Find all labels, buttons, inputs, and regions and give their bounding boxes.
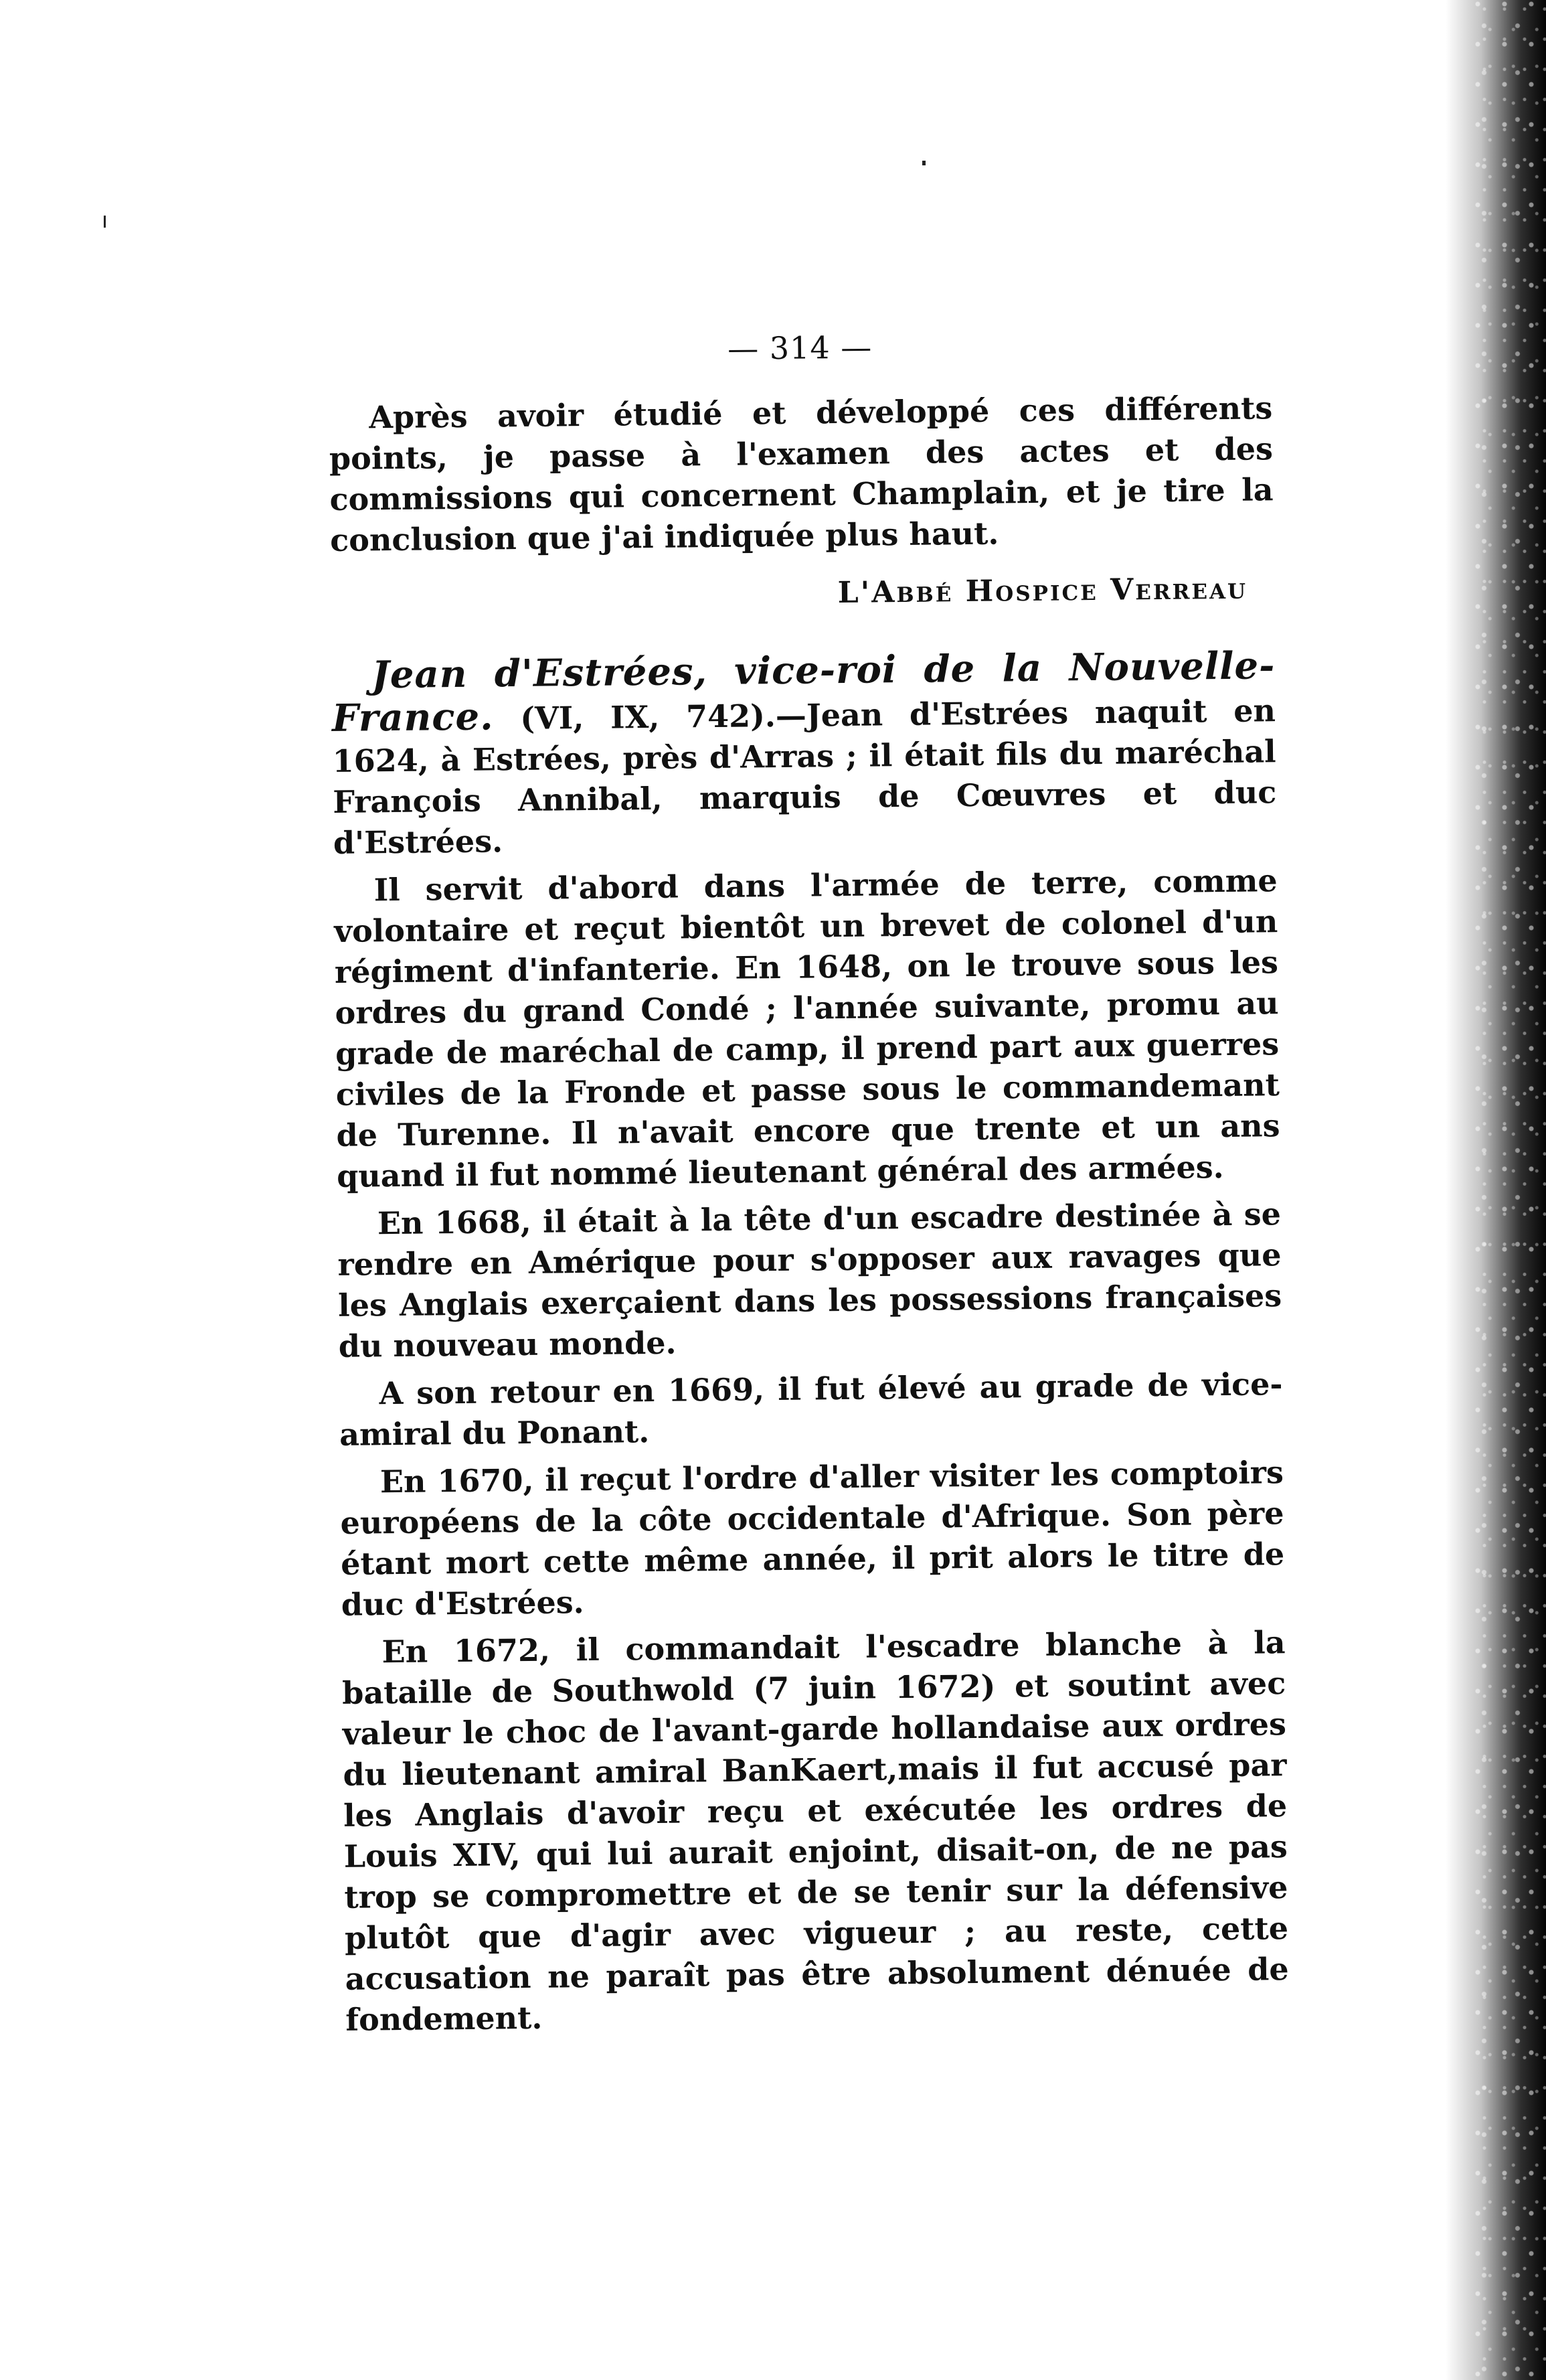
page-number: — 314 — [727,329,873,367]
entry-paragraph-1669: A son retour en 1669, il fut élevé au grade de vice-amiral du Ponant. [339,1366,1283,1453]
entry-title: Jean d'Estrées, vice-roi de la Nouvelle-France. [331,643,1276,740]
page-body [328,325,1290,2041]
intro-paragraph: Après avoir étudié et développé ces différents points, je passe à l'examen des actes et des commissions qui concernent Champlain, et je tire la conclusion que j'ai indiquée plus haut. [329,390,1274,558]
author-signature: L'Abbé Hospice Verreau [837,571,1248,611]
entry-first-paragraph-text: Jean d'Estrées naquit en 1624, à Estrées, près d'Arras ; il était fils du maréchal François Annibal, marquis de Cœuvres et duc d'Estrées. [332,692,1277,861]
entry-paragraph-military: Il servit d'abord dans l'armée de terre, comme volontaire et reçut bientôt un brevet de colonel d'un régiment d'infanterie. En 1648, on le trouve sous les ordres du grand Condé ; l'année suivante, promu au grade de maréchal de camp, il prend part aux guerres civiles de la Fronde et passe sous le commandemant de Turenne. Il n'avait encore que trente et un ans quand il fut nommé lieutenant général des armées. [334,862,1280,1194]
scan-edge-speckle [1472,0,1546,2380]
entry-first-paragraph [331,645,1277,864]
entry-paragraph-1668: En 1668, il était à la tête d'un escadre destinée à se rendre en Amérique pour s'opposer aux ravages que les Anglais exerçaient dans les possessions françaises du nouveau monde. [337,1196,1282,1364]
entry-reference: (VI, IX, 742).— [493,697,807,737]
entry-paragraph-1672: En 1672, il commandait l'escadre blanche à la bataille de Southwold (7 juin 1672) et soutint avec valeur le choc de l'avant-garde hollandaise aux ordres du lieutenant amiral BanKaert,mais il fut accusé par les Anglais d'avoir reçu et exécutée les ordres de Louis XIV, qui lui aurait enjoint, disait-on, de ne pas trop se compromettre et de se tenir sur la défensive plutôt que d'agir avec vigueur ; au reste, cette accusation ne paraît pas être absolument dénuée de fondement. [341,1624,1289,2038]
scan-mark-top-right [922,161,926,165]
scan-mark-left [104,216,106,228]
entry-paragraph-1670: En 1670, il reçut l'ordre d'aller visiter les comptoirs européens de la côte occidentale d'Afrique. Son père étant mort cette même année, il prit alors le titre de duc d'Estrées. [340,1454,1285,1623]
